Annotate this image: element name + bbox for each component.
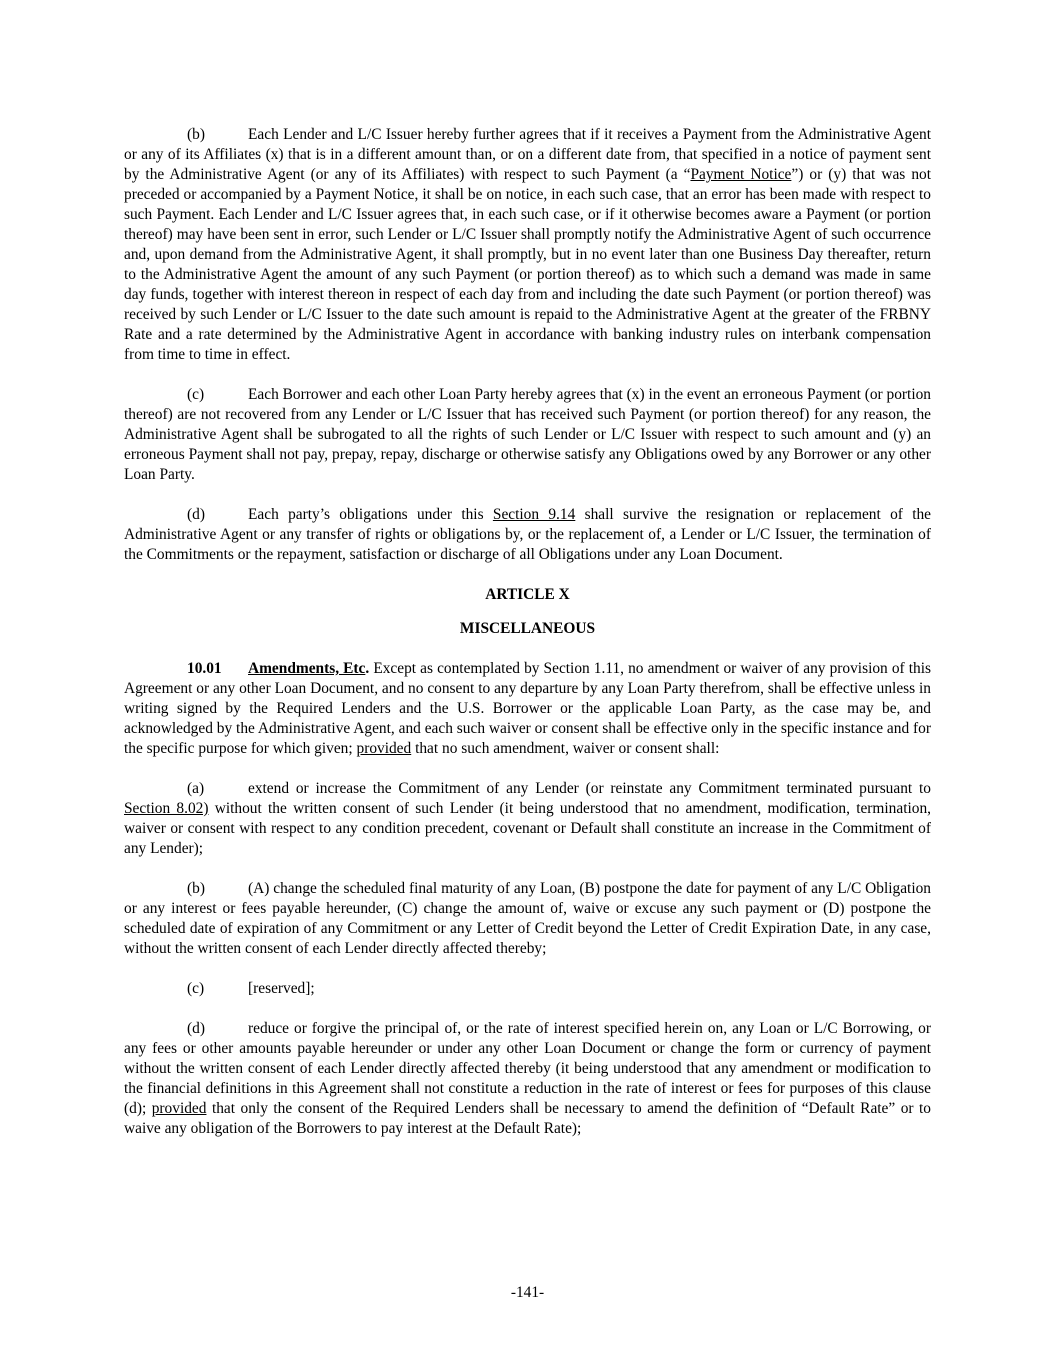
defined-term-payment-notice: Payment Notice bbox=[690, 166, 792, 183]
paragraph-9-14-d bbox=[124, 505, 931, 565]
clause-label: (c) bbox=[187, 980, 205, 997]
article-subtitle: MISCELLANEOUS bbox=[459, 620, 596, 637]
section-heading-period: . bbox=[365, 660, 370, 677]
paragraph-9-14-c bbox=[124, 385, 931, 485]
section-text: Except as contemplated by Section 1.11, no amendment or waiver of any provision of this Agreement or any other Loan Document, and no consent to any departure by any Loan Party therefrom, shall be effective unless in writing signed by the Required Lenders and the U.S. Borrower or the applicable Loan Party, as the case may be, and acknowledged by the Administrative Agent, and each such waiver or consent shall be effective only in the specific instance and for the specific purpose for which given; bbox=[124, 660, 931, 757]
paragraph-9-14-b bbox=[124, 125, 931, 365]
document-page bbox=[124, 125, 931, 1159]
paragraph-text: Each Lender and L/C Issuer hereby further agrees that if it receives a Payment from the Administrative Agent or any of its Affiliates (x) that is in a different amount than, or on a different date from, that specified in a notice of payment sent by the Administrative Agent (or any of its Affiliates) with respect to such Payment (a “ bbox=[124, 126, 931, 183]
clause-label: (a) bbox=[187, 780, 205, 797]
section-text: that no such amendment, waiver or consent shall: bbox=[411, 740, 720, 757]
paragraph-text: Each Borrower and each other Loan Party hereby agrees that (x) in the event an erroneous Payment (or portion thereof) are not recovered from any Lender or L/C Issuer that has received such Payment (or portion thereof) for any reason, the Administrative Agent shall be subrogated to all the rights of such Lender or L/C Issuer with respect to such amount and (y) an erroneous Payment shall not pay, prepay, repay, discharge or otherwise satisfy any Obligations owed by any Borrower or any other Loan Party. bbox=[124, 386, 931, 483]
proviso-term: provided bbox=[356, 740, 412, 757]
clause-text: without the written consent of such Lender (it being understood that no amendment, modification, termination, waiver or consent with respect to any condition precedent, covenant or Default shall constitute an increase in the Commitment of any Lender); bbox=[124, 800, 931, 857]
cross-reference-section-8-02: Section 8.02) bbox=[124, 800, 209, 817]
proviso-term: provided bbox=[151, 1100, 207, 1117]
clause-label: (b) bbox=[187, 880, 205, 897]
clause-text: [reserved]; bbox=[248, 980, 315, 997]
article-title: ARTICLE X bbox=[485, 586, 570, 603]
cross-reference-section-9-14: Section 9.14 bbox=[492, 506, 576, 523]
clause-text: (A) change the scheduled final maturity of any Loan, (B) postpone the date for payment of any L/C Obligation or any interest or fees payable hereunder, (C) change the amount of, waive or excuse any such payment or (D) postpone the scheduled date of expiration of any Commitment or any Letter of Credit beyond the Letter of Credit Expiration Date, in any case, without the written consent of each Lender directly affected thereby; bbox=[124, 880, 931, 957]
paragraph-text: ”) or (y) that was not preceded or accompanied by a Payment Notice, it shall be on notice, in each such case, that an error has been made with respect to such Payment. Each Lender and L/C Issuer agrees that, in each such case, or if it otherwise becomes aware a Payment (or portion thereof) may have been sent in error, such Lender or L/C Issuer shall promptly notify the Administrative Agent of such occurrence and, upon demand from the Administrative Agent, it shall promptly, but in no event later than one Business Day thereafter, return to the Administrative Agent the amount of any such Payment (or portion thereof) as to which such a demand was made in same day funds, together with interest thereon in respect of each day from and including the date such Payment (or portion thereof) was received by such Lender or L/C Issuer to the date such amount is repaid to the Administrative Agent at the greater of the FRBNY Rate and a rate determined by the Administrative Agent in accordance with banking industry rules on interbank compensation from time to time in effect. bbox=[124, 166, 931, 363]
clause-d bbox=[124, 1019, 931, 1139]
clause-b bbox=[124, 879, 931, 959]
paragraph-label: (c) bbox=[187, 386, 205, 403]
paragraph-text: Each party’s obligations under this bbox=[248, 506, 493, 523]
clause-text: that only the consent of the Required Lenders shall be necessary to amend the definition of “Default Rate” or to waive any obligation of the Borrowers to pay interest at the Default Rate); bbox=[124, 1100, 932, 1137]
section-10-01 bbox=[124, 659, 931, 759]
clause-c bbox=[124, 979, 931, 999]
page-number: -141- bbox=[510, 1284, 545, 1301]
paragraph-label: (b) bbox=[187, 126, 205, 143]
clause-a bbox=[124, 779, 931, 859]
paragraph-label: (d) bbox=[187, 506, 205, 523]
clause-text: reduce or forgive the principal of, or the rate of interest specified herein on, any Loan or L/C Borrowing, or any fees or other amounts payable hereunder or under any other Loan Document or change the form or currency of payment without the written consent of each Lender directly affected thereby (it being understood that any amendment or modification to the financial definitions in this Agreement shall not constitute a reduction in the rate of interest or fees for purposes of this clause (d); bbox=[124, 1020, 931, 1117]
clause-text: extend or increase the Commitment of any Lender (or reinstate any Commitment terminated pursuant to bbox=[248, 780, 931, 797]
section-number: 10.01 bbox=[187, 660, 222, 677]
clause-label: (d) bbox=[187, 1020, 205, 1037]
section-heading: Amendments, Etc bbox=[248, 660, 366, 677]
paragraph-text: shall survive the resignation or replacement of the Administrative Agent or any transfer of rights or obligations by, or the replacement of, a Lender or L/C Issuer, the termination of the Commitments or the repayment, satisfaction or discharge of all Obligations under any Loan Document. bbox=[124, 506, 932, 563]
